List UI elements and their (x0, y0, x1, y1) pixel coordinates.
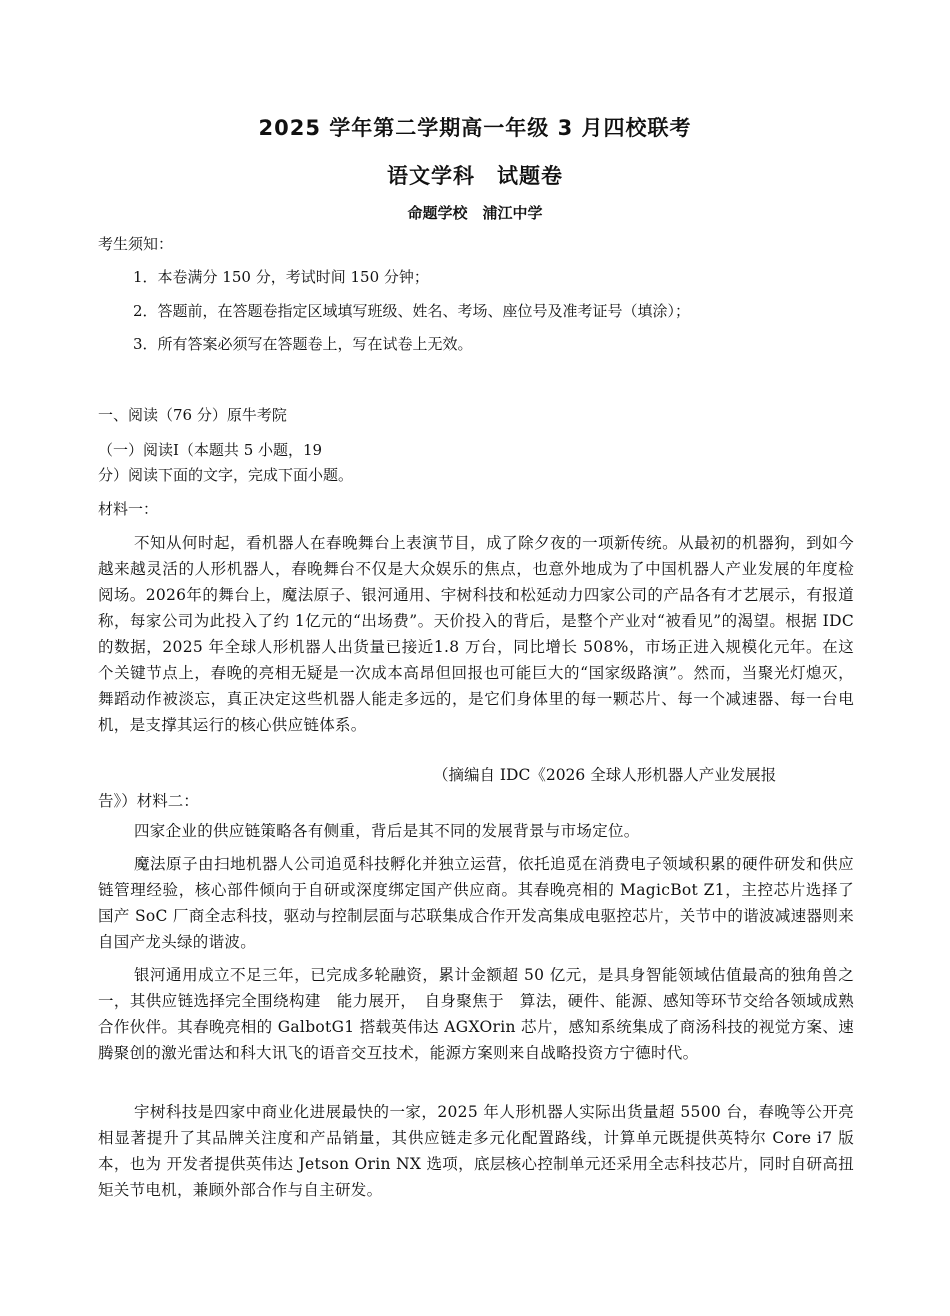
source-line-1: （摘编自 IDC《2026 全球人形机器人产业发展报 (433, 766, 777, 784)
notice-item-1: 1．本卷满分 150 分，考试时间 150 分钟； (133, 268, 429, 286)
notice-item-3: 3．所有答案必须写在答题卷上，写在试卷上无效。 (133, 335, 473, 353)
notice-heading: 考生须知： (98, 235, 174, 253)
material-1-label: 材料一： (98, 500, 159, 518)
material-2-paragraph-4: 宇树科技是四家中商业化进展最快的一家，2025 年人形机器人实际出货量超 5500 台，春晚等公开亮相显著提升了其品牌关注度和产品销量，其供应链走多元化配置路线，计算单元既提供英特尔 Core i7 版本，也为 开发者提供英伟达 Jetson Orin NX 选项，底层核心控制单元还采用全志科技芯片，同时自研高扭矩关节电机，兼顾外部合作与自主研发。 (98, 1103, 854, 1199)
subsection-heading-line-2: 分）阅读下面的文字，完成下面小题。 (98, 466, 354, 484)
material-1-source (98, 762, 854, 814)
exam-school: 命题学校 浦江中学 (407, 204, 543, 222)
source-line-2: 告》）材料二： (98, 792, 199, 810)
subsection-heading-line-1: （一）阅读Ⅰ（本题共 5 小题，19 (98, 441, 323, 459)
material-2-paragraph-1: 四家企业的供应链策略各有侧重，背后是其不同的发展背景与市场定位。 (134, 822, 640, 840)
material-2-paragraph-2: 魔法原子由扫地机器人公司追觅科技孵化并独立运营，依托追觅在消费电子领域积累的硬件研发和供应链管理经验，核心部件倾向于自研或深度绑定国产供应商。其春晚亮相的 MagicBot Z1，主控芯片选择了国产 SoC 厂商全志科技，驱动与控制层面与芯联集成合作开发高集成电驱控芯片，关节中的谐波减速器则来自国产龙头绿的谐波。 (98, 855, 854, 951)
notice-item-2: 2．答题前，在答题卷指定区域填写班级、姓名、考场、座位号及准考证号（填涂）； (133, 302, 691, 320)
section-heading: 一、阅读（76 分）原牛考院 (98, 406, 287, 424)
material-1-paragraph: 不知从何时起，看机器人在春晚舞台上表演节目，成了除夕夜的一项新传统。从最初的机器狗，到如今越来越灵活的人形机器人，春晚舞台不仅是大众娱乐的焦点，也意外地成为了中国机器人产业发展的年度检阅场。2026年的舞台上，魔法原子、银河通用、宇树科技和松延动力四家公司的产品各有才艺展示，有报道称，每家公司为此投入了约 1亿元的“出场费”。天价投入的背后，是整个产业对“被看见”的渴望。根据 IDC 的数据，2025 年全球人形机器人出货量已接近1.8 万台，同比增长 508%，市场正进入规模化元年。在这个关键节点上，春晚的亮相无疑是一次成本高昂但回报也可能巨大的“国家级路演”。然而，当聚光灯熄灭，舞蹈动作被淡忘，真正决定这些机器人能走多远的，是它们身体里的每一颗芯片、每一个减速器、每一台电机，是支撑其运行的核心供应链体系。 (98, 534, 854, 734)
exam-subtitle: 语文学科 试题卷 (387, 164, 563, 188)
material-2-paragraph-3: 银河通用成立不足三年，已完成多轮融资，累计金额超 50 亿元，是具身智能领域估值最高的独角兽之一，其供应链选择完全围绕构建 能力展开， 自身聚焦于 算法，硬件、能源、感知等环节交给各领域成熟合作伙伴。其春晚亮相的 GalbotG1 搭载英伟达 AGXOrin 芯片，感知系统集成了商汤科技的视觉方案、速腾聚创的激光雷达和科大讯飞的语音交互技术，能源方案则来自战略投资方宁德时代。 (98, 966, 854, 1062)
exam-title: 2025 学年第二学期高一年级 3 月四校联考 (258, 116, 692, 140)
